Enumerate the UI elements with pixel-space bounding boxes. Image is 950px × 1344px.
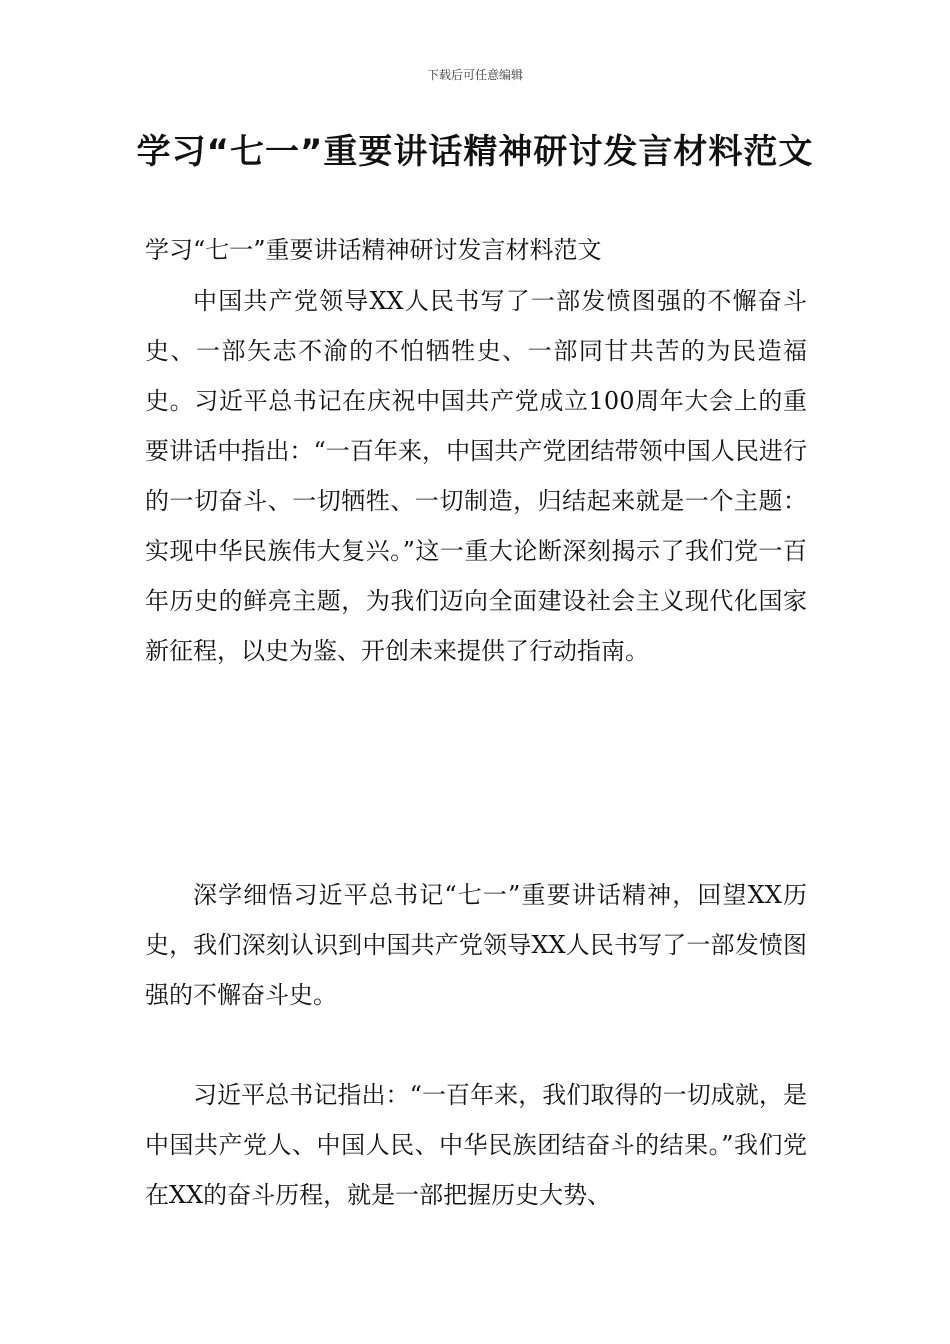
body-paragraph-2: 深学细悟习近平总书记“七一”重要讲话精神，回望XX历史，我们深刻认识到中国共产党领导XX人民书写了一部发愤图强的不懈奋斗史。 xyxy=(145,881,807,1009)
document-title: 学习“七一”重要讲话精神研讨发言材料范文 xyxy=(136,132,814,172)
document-subtitle: 学习“七一”重要讲话精神研讨发言材料范文 xyxy=(145,236,602,264)
body-paragraph-1: 中国共产党领导XX人民书写了一部发愤图强的不懈奋斗史、一部矢志不渝的不怕牺牲史、一部同甘共苦的为民造福史。习近平总书记在庆祝中国共产党成立100周年大会上的重要讲话中指出：“一百年来，中国共产党团结带领中国人民进行的一切奋斗、一切牺牲、一切制造，归结起来就是一个主题：实现中华民族伟大复兴。”这一重大论断深刻揭示了我们党一百年历史的鲜亮主题，为我们迈向全面建设社会主义现代化国家新征程，以史为鉴、开创未来提供了行动指南。 xyxy=(145,287,807,665)
page-header-note: 下载后可任意编辑 xyxy=(426,68,523,82)
body-paragraph-3: 习近平总书记指出：“一百年来，我们取得的一切成就，是中国共产党人、中国人民、中华民族团结奋斗的结果。”我们党在XX的奋斗历程，就是一部把握历史大势、 xyxy=(145,1081,807,1209)
